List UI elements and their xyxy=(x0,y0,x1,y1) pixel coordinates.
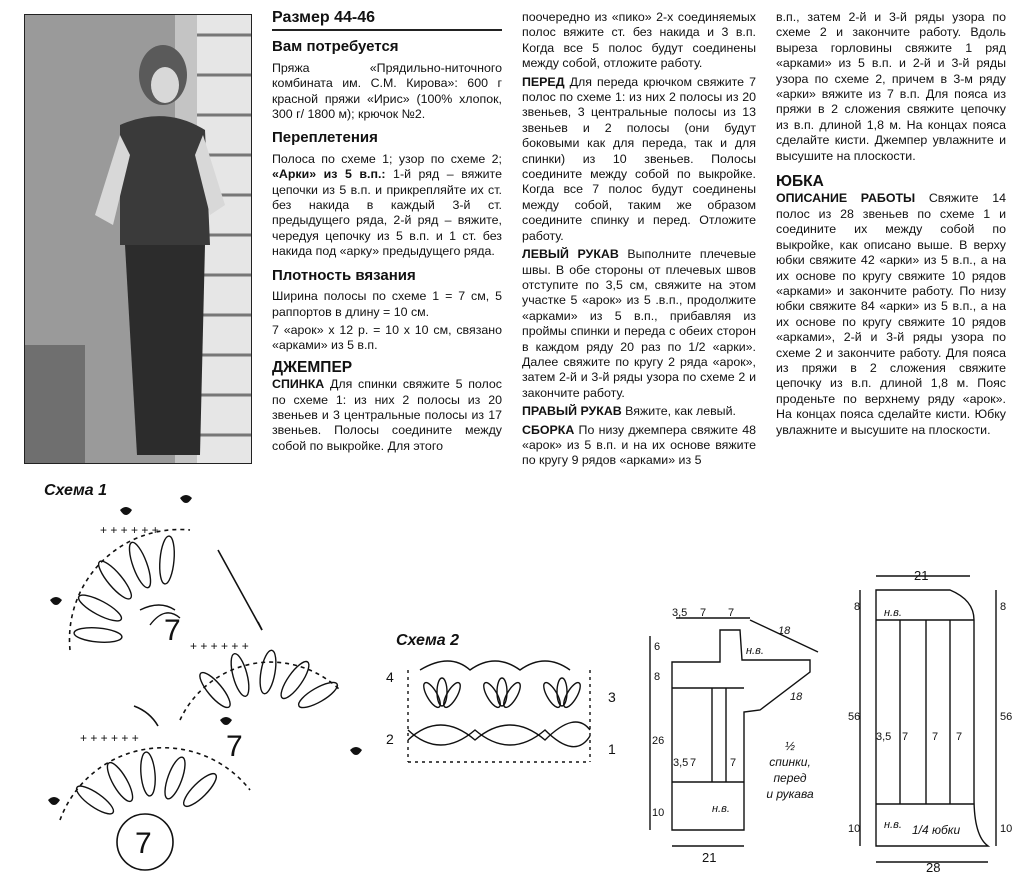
svg-text:+ + + + + +: + + + + + + xyxy=(100,523,159,537)
jp-caption-3: перед xyxy=(773,771,807,785)
sk-caption: 1/4 юбки xyxy=(912,823,961,837)
continuation-text: поочередно из «пико» 2-х соединяемых полос вяжите ст. без накида и 3 в.п. Когда все 5 полос будут соединены между собой, отложите работу. xyxy=(522,10,756,71)
assembly-text: СБОРКА По низу джемпера свяжите 48 «арок» из 5 в.п. и на их основе вяжите по кругу 9 рядов «арками» из 5 xyxy=(522,422,756,468)
svg-text:+ + + + + +: + + + + + + xyxy=(190,639,249,653)
gauge-text-2: 7 «арок» х 12 р. = 10 х 10 см, связано «арками» из 5 в.п. xyxy=(272,322,502,353)
sk-h-right-56: 56 xyxy=(1000,711,1013,723)
model-photo xyxy=(24,14,252,464)
jp-w-mid2: 7 xyxy=(728,607,735,619)
sk-h-right-8: 8 xyxy=(1000,601,1007,613)
sk-inner-left: 3,5 xyxy=(876,731,892,743)
jp-diag-top: 18 xyxy=(778,625,791,637)
sk-nv-top: н.в. xyxy=(884,607,902,619)
skirt-text: ОПИСАНИЕ РАБОТЫ Свяжите 14 полос из 28 звеньев по схеме 1 и соедините их между собой по выкройке, как описано выше. В верху юбки свяжите 42 «арки» из 5 в.п., а на их основе по кругу свяжите 10 рядов «арками» и закончите работу. По низу юбки свяжите 84 «арки» из 5 в.п., а на их основе по кругу свяжите 10 рядов «арками», 2-й и 3-й ряды узора по схеме 2 и закончите работу. Для пояса из пряжи в 2 сложения свяжите цепочку из в.п. длиной 1,8 м. Пояс проденьте по верхнему ряду «арок». На концах пояса сделайте кисти. Юбку увлажните и высушите на плоскости. xyxy=(776,191,1006,437)
jp-width-bottom: 21 xyxy=(702,850,717,865)
arch-label: «Арки» из 5 в.п.: xyxy=(272,167,386,182)
continuation-text-2: в.п., затем 2-й и 3-й ряды узора по схеме 2 и закончите работу. Вдоль выреза горловины свяжите 1 ряд «арками» из 5 в.п. и 2-й и 3-й ряды узора по схеме 2, причем в 3-м ряду «арки» вяжите из 7 в.п. Для пояса из пряжи в 2 сложения свяжите цепочку из в.п. длиной 1,8 м. На концах пояса сделайте кисти. Джемпер увлажните и высушите на плоскости. xyxy=(776,10,1006,163)
jp-h8: 8 xyxy=(654,671,661,683)
materials-title: Вам потребуется xyxy=(272,38,399,56)
sk-nv-bottom: н.в. xyxy=(884,819,902,831)
row-3: 3 xyxy=(608,689,616,705)
jp-inner-mid1: 7 xyxy=(690,757,697,769)
scheme-2-diagram xyxy=(380,650,630,790)
sk-h-left-8: 8 xyxy=(854,601,861,613)
motif-number-1: 7 xyxy=(164,614,181,647)
jumper-title: ДЖЕМПЕР xyxy=(272,358,353,376)
sk-inner-mid3: 7 xyxy=(956,731,963,743)
skirt-title: ЮБКА xyxy=(776,173,824,191)
gauge-title: Плотность вязания xyxy=(272,266,416,284)
jp-diag-side: 18 xyxy=(790,691,803,703)
jp-inner-left: 3,5 xyxy=(673,757,689,769)
photo-illustration xyxy=(25,15,251,463)
sk-h-left-56: 56 xyxy=(848,711,861,723)
jp-nv-top: н.в. xyxy=(746,645,764,657)
motif-number-2: 7 xyxy=(226,730,243,763)
jp-nv-bottom: н.в. xyxy=(712,803,730,815)
row-1: 1 xyxy=(608,741,616,757)
sk-h-right-10: 10 xyxy=(1000,823,1013,835)
jp-caption-1: ½ xyxy=(784,739,796,753)
materials-text: Пряжа «Прядильно-ниточного комбината им. С.М. Кирова»: 600 г красной пряжи «Ирис» (100% хлопок, 300 г/ 1800 м); крючок №2. xyxy=(272,60,502,122)
scheme-1-title: Схема 1 xyxy=(44,482,108,499)
front-text: ПЕРЕД Для переда крючком свяжите 7 полос по схеме 1: из них 2 полосы из 20 звеньев, 3 центральные полосы из 13 звеньев и 2 полосы (они будут боковыми как для переда, так и для спинки) из 10 звеньев. Полосы соедините между собой по выкройке. Когда все 7 полос будут соединены между собой, таким же образом соедините спинку и перед. Отложите работу. xyxy=(522,74,756,243)
jp-h6: 6 xyxy=(654,641,661,653)
sk-width-top: 21 xyxy=(914,568,929,583)
svg-text:+ + + + + +: + + + + + + xyxy=(80,731,139,745)
row-4: 4 xyxy=(386,669,394,685)
jp-w-left: 3,5 xyxy=(672,607,688,619)
gauge-text-1: Ширина полосы по схеме 1 = 7 см, 5 раппортов в длину = 10 см. xyxy=(272,289,502,319)
stitches-title: Переплетения xyxy=(272,129,378,147)
sk-inner-mid1: 7 xyxy=(902,731,909,743)
size-title: Размер 44-46 xyxy=(272,9,375,26)
jp-caption-4: и рукава xyxy=(766,787,814,801)
skirt-pattern xyxy=(840,566,1020,876)
sk-width-bottom: 28 xyxy=(926,860,941,875)
sk-inner-mid2: 7 xyxy=(932,731,939,743)
column-2 xyxy=(522,10,756,472)
jp-caption-2: спинки, xyxy=(769,755,811,769)
jp-inner-mid2: 7 xyxy=(730,757,737,769)
row-2: 2 xyxy=(386,731,394,747)
stitches-text: Полоса по схеме 1; узор по схеме 2; «Арки» из 5 в.п.: 1-й ряд – вяжите цепочки из 5 в.п. и прикрепляйте их ст. без накида в каждый 3-й ст. предыдущего ряда, 2-й ряд – вяжите, чередуя цепочку из 5 в.п. и 1 ст. без накида под «арку» предыдущего ряда. xyxy=(272,151,502,259)
jp-w-mid1: 7 xyxy=(700,607,707,619)
scheme-2-title: Схема 2 xyxy=(396,632,460,649)
column-1 xyxy=(272,10,502,457)
right-sleeve-text: ПРАВЫЙ РУКАВ Вяжите, как левый. xyxy=(522,404,736,419)
back-text: СПИНКА Для спинки свяжите 5 полос по схеме 1: из них 2 полосы из 20 звеньев и 3 центральные полосы из 17 звеньев. Полосы соедините между собой по выкройке. Для этого xyxy=(272,377,502,453)
motif-number-3: 7 xyxy=(135,827,152,860)
jumper-pattern xyxy=(640,600,830,870)
jp-h26: 26 xyxy=(652,735,665,747)
left-sleeve-text: ЛЕВЫЙ РУКАВ Выполните плечевые швы. В обе стороны от плечевых швов отступите по 3,5 см, свяжите на этом участке 5 «арок» из 5 .в.п., продолжите «арками» из 5 в.п., прибавляя из проймы спинки и переда с обеих сторон в каждом ряду 20 раз по 1/2 «арки». Далее свяжите по кругу 2 ряда «арок», затем 2-й и 3-й ряды узора по схеме 2 и закончите работу. xyxy=(522,247,757,400)
column-3 xyxy=(776,10,1006,441)
scheme-1-diagram xyxy=(40,490,380,880)
jp-h10: 10 xyxy=(652,807,665,819)
sk-h-left-10: 10 xyxy=(848,823,861,835)
